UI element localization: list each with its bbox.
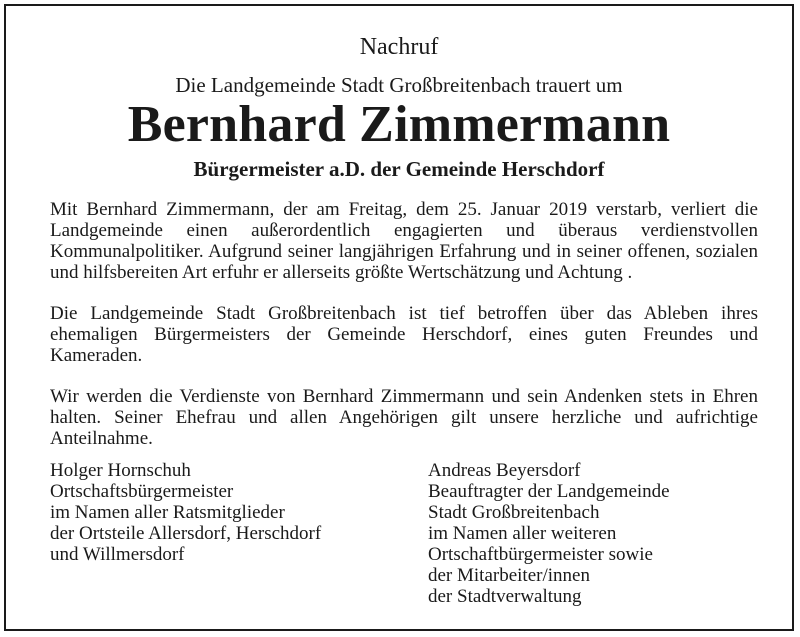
signature-line: im Namen aller Ratsmitglieder: [50, 502, 285, 523]
signature-line: der Mitarbeiter/innen: [428, 565, 590, 586]
signature-line: Stadt Großbreitenbach: [428, 502, 600, 523]
paragraph-condolence: Die Landgemeinde Stadt Großbreitenbach ist tief betroffen über das Ableben ihres ehemaligen Bürgermeisters der Gemeinde Herschdorf, eines guten Freundes und Kameraden.: [50, 303, 758, 366]
deceased-name: Bernhard Zimmermann: [127, 96, 671, 153]
notice-title: Nachruf: [359, 34, 439, 60]
signature-line: im Namen aller weiteren: [428, 523, 617, 544]
signature-block-right: [428, 460, 768, 607]
deceased-role: Bürgermeister a.D. der Gemeinde Herschdorf: [193, 157, 605, 181]
signature-line: Ortschaftsbürgermeister: [50, 481, 234, 502]
signature-line: der Stadtverwaltung: [428, 586, 582, 607]
paragraph-tribute: Mit Bernhard Zimmermann, der am Freitag, dem 25. Januar 2019 verstarb, verliert die Landgemeinde einen außerordentlich engagierten und überaus verdienstvollen Kommunalpolitiker. Aufgrund seiner langjährigen Erfahrung und in seiner offenen, sozialen und hilfsbereiten Art erfuhr er allerseits größte Wertschätzung und Achtung .: [50, 199, 758, 283]
notice-intro: Die Landgemeinde Stadt Großbreitenbach trauert um: [175, 73, 623, 97]
signature-line: Ortschaftbürgermeister sowie: [428, 544, 653, 565]
signature-line: Andreas Beyersdorf: [428, 460, 581, 481]
signature-line: Holger Hornschuh: [50, 460, 191, 481]
obituary-notice-frame: [4, 4, 794, 631]
signature-line: und Willmersdorf: [50, 544, 185, 565]
paragraph-remembrance: Wir werden die Verdienste von Bernhard Zimmermann und sein Andenken stets in Ehren halten. Seiner Ehefrau und allen Angehörigen gilt unsere herzliche und aufrichtige Anteilnahme.: [50, 386, 758, 449]
signature-block-left: [50, 460, 410, 565]
signature-line: Beauftragter der Landgemeinde: [428, 481, 670, 502]
signature-line: der Ortsteile Allersdorf, Herschdorf: [50, 523, 322, 544]
